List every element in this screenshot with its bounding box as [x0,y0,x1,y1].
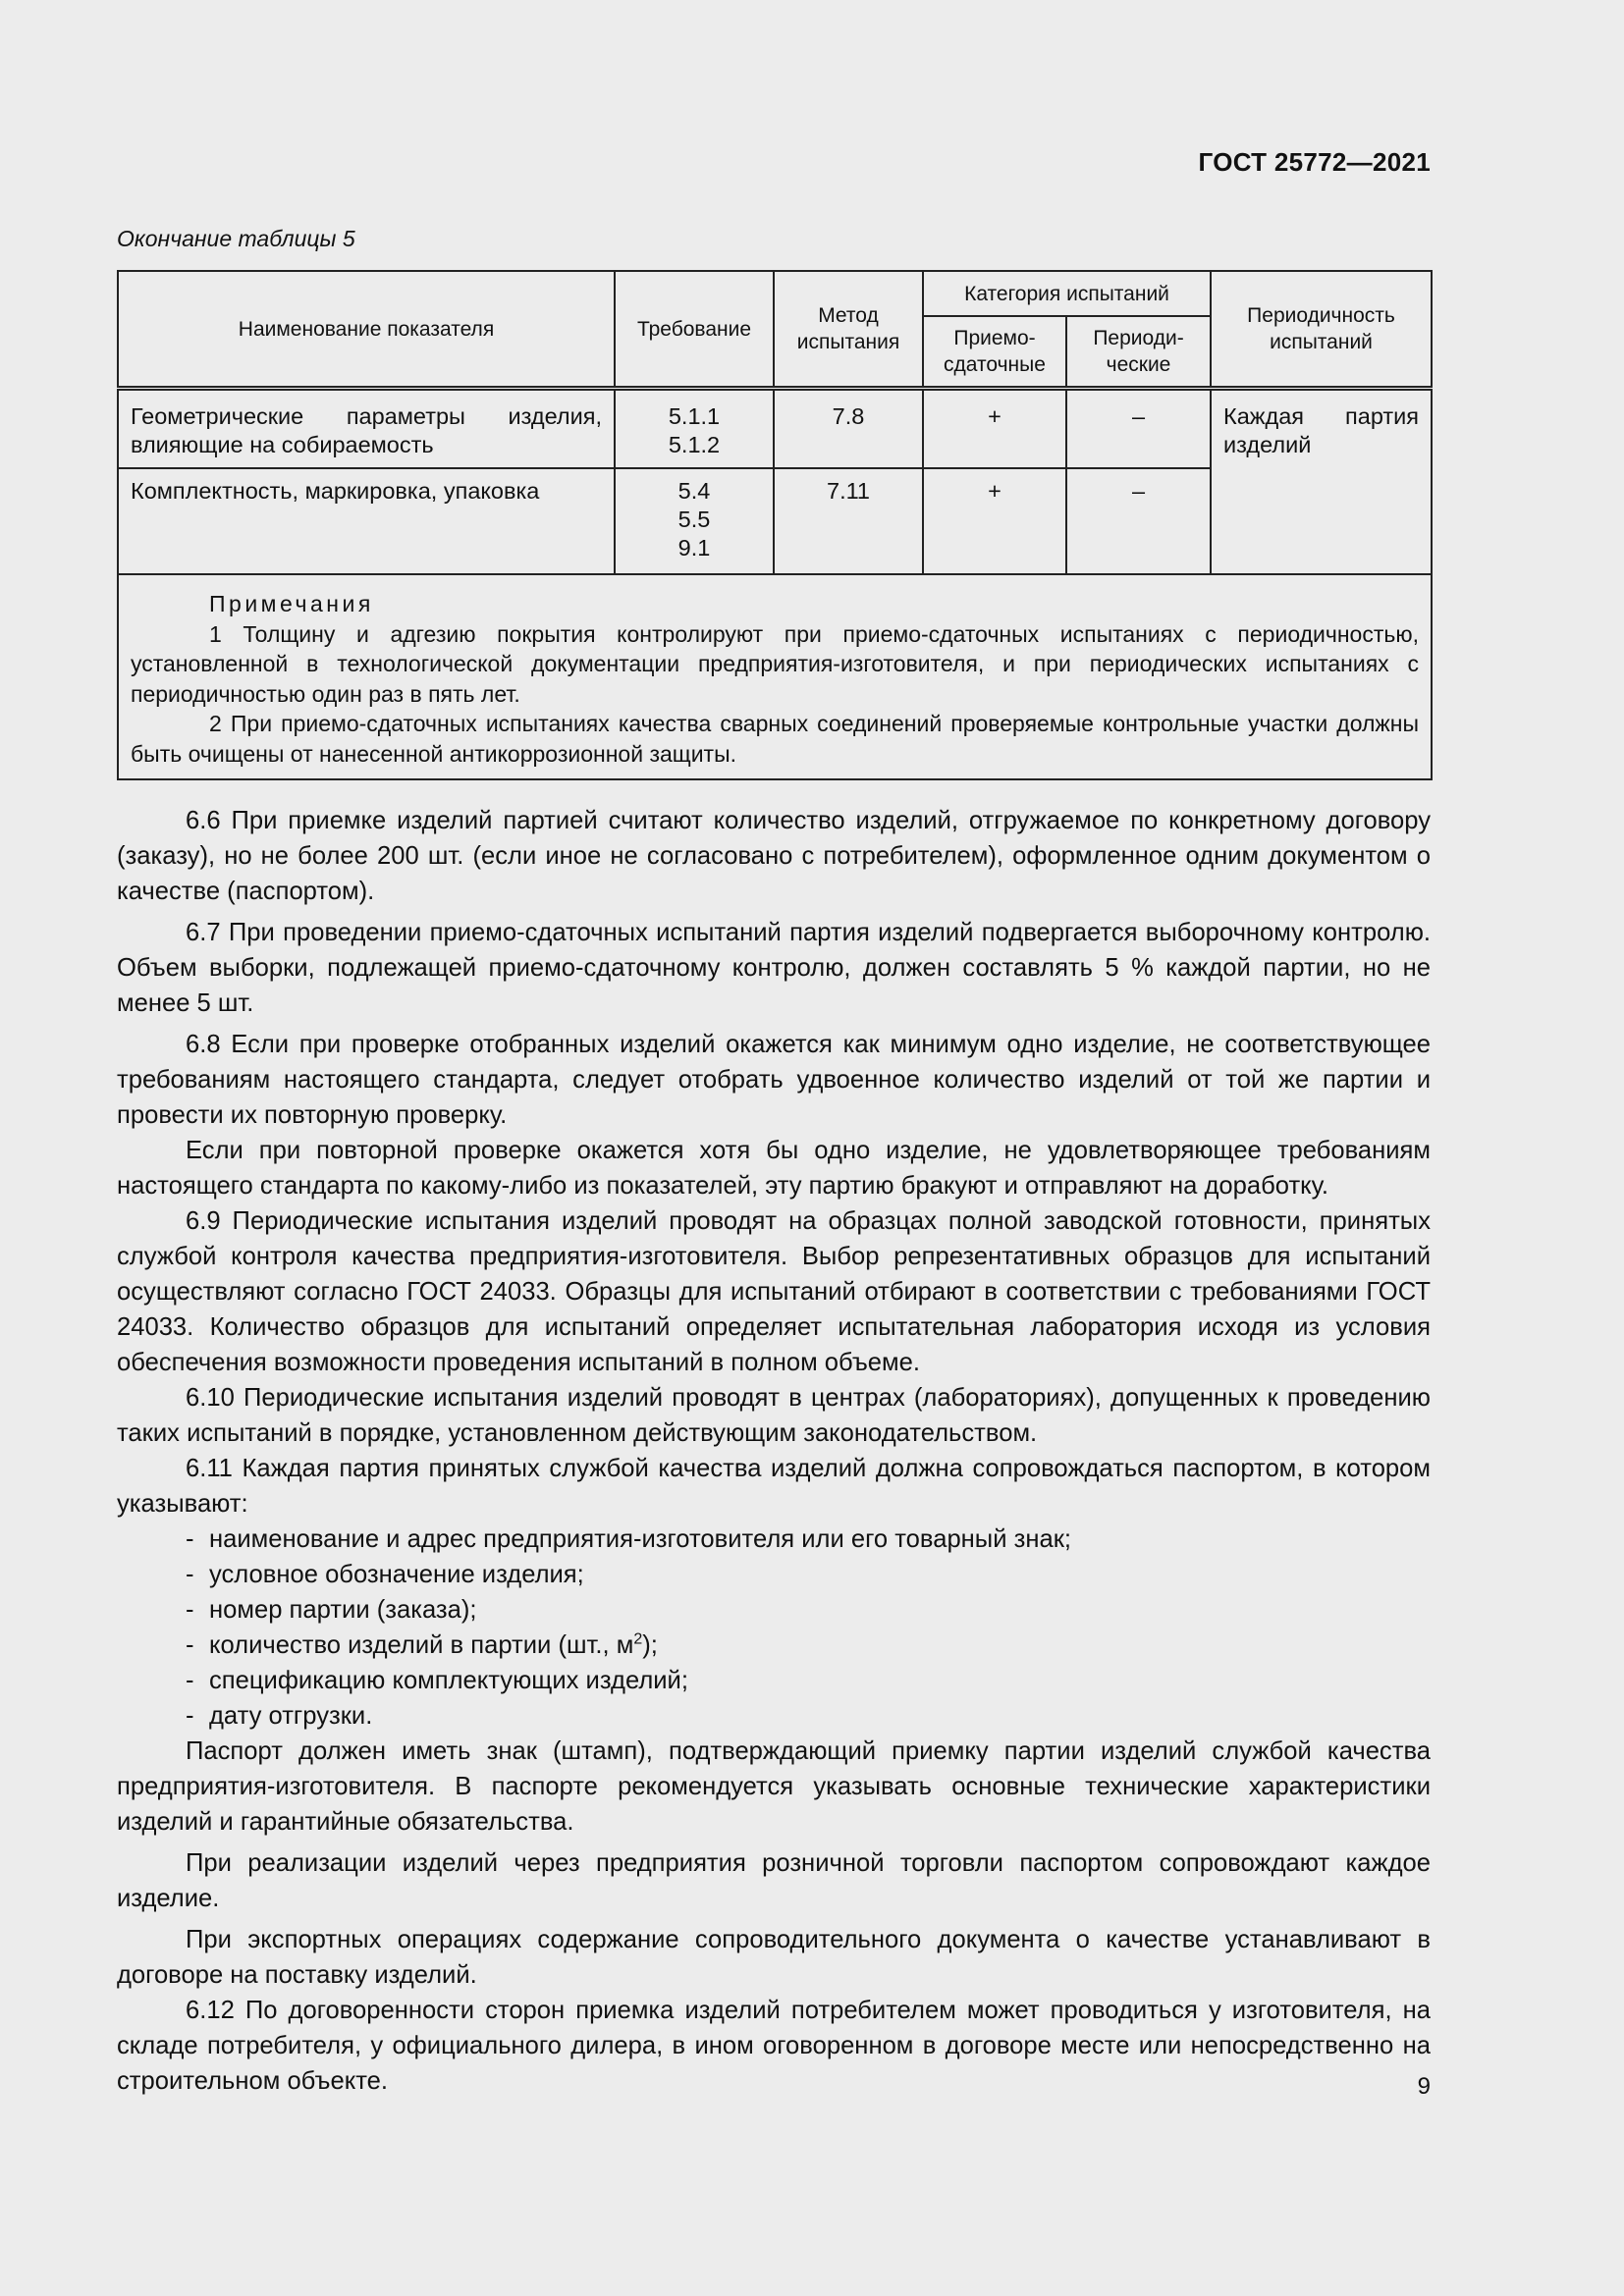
list-item: - дату отгрузки. [186,1702,373,1730]
table-5 [117,270,1433,780]
cell-frequency: Каждая партия изделий [1211,389,1432,575]
paragraph-6-7: 6.7 При проведении приемо-сдаточных испытаний партия изделий подвергается выборочному контролю. Объем выборки, подлежащей приемо-сдаточному контролю, должен составлять 5 % каждой партии, но не менее 5 шт. [117,919,1431,1017]
cell-acceptance: + [923,468,1066,574]
list-item: - количество изделий в партии (шт., $м^2$); [186,1630,658,1659]
cell-periodic: – [1066,389,1211,469]
notes-title: Примечания [209,591,374,616]
requirement-ref: 9.1 [677,535,711,561]
header-periodic: Периоди-ческие [1066,316,1211,389]
requirement-ref: 5.1.1 [668,403,721,429]
header-category: Категория испытаний [923,271,1211,316]
cell-method: 7.8 [774,389,923,469]
note-item: 2 При приемо-сдаточных испытаниях качества сварных соединений проверяемые контрольные участки должны быть очищены от нанесенной антикоррозионной защиты. [131,711,1420,767]
requirement-ref: 5.1.2 [668,432,721,457]
note-item: 1 Толщину и адгезию покрытия контролируют при приемо-сдаточных испытаниях с периодичностью, установленной в технологической документации предприятия-изготовителя, и при периодических испытаниях с периодичностью один раз в пять лет. [131,620,1420,707]
paragraph-passport: Паспорт должен иметь знак (штамп), подтверждающий приемку партии изделий службой качества предприятия-изготовителя. В паспорте рекомендуется указывать основные технические характеристики изделий и гарантийные обязательства. [117,1737,1431,1836]
paragraph-6-8-continued: Если при повторной проверке окажется хотя бы одно изделие, не удовлетворяющее требованиям настоящего стандарта по какому-либо из показателей, эту партию бракуют и отправляют на доработку. [117,1137,1431,1200]
page-number: 9 [1417,2073,1431,2100]
list-item: - номер партии (заказа); [186,1596,477,1624]
paragraph-export: При экспортных операциях содержание сопроводительного документа о качестве устанавливают в договоре на поставку изделий. [117,1926,1431,1989]
paragraph-6-12: 6.12 По договоренности сторон приемка изделий потребителем может проводиться у изготовителя, на складе потребителя, у официального дилера, в ином оговоренном в договоре месте или непосредственно на строительном объекте. [117,1997,1431,2095]
paragraph-retail: При реализации изделий через предприятия розничной торговли паспортом сопровождают каждое изделие. [117,1849,1431,1912]
cell-requirement [615,468,774,574]
cell-name: Геометрические параметры изделия, влияющие на собираемость [118,389,615,469]
document-number: ГОСТ 25772—2021 [1198,147,1431,177]
document-body [117,803,1431,2099]
table-row [118,389,1432,469]
paragraph-6-11: 6.11 Каждая партия принятых службой качества изделий должна сопровождаться паспортом, в котором указывают: [117,1455,1431,1518]
header-acceptance: Приемо-сдаточные [923,316,1066,389]
cell-acceptance: + [923,389,1066,469]
paragraph-6-8: 6.8 Если при проверке отобранных изделий окажется как минимум одно изделие, не соответствующее требованиям настоящего стандарта, следует отобрать удвоенное количество изделий от той же партии и провести их повторную проверку. [117,1031,1431,1129]
requirement-ref: 5.4 [677,478,711,504]
table-notes [118,574,1432,779]
requirement-ref: 5.5 [677,507,711,532]
cell-requirement [615,389,774,469]
list-item: - наименование и адрес предприятия-изготовителя или его товарный знак; [186,1525,1072,1553]
paragraph-6-6: 6.6 При приемке изделий партией считают количество изделий, отгружаемое по конкретному договору (заказу), но не более 200 шт. (если иное не согласовано с потребителем), оформленное одним документом о качестве (паспортом). [117,807,1431,905]
header-frequency: Периодичность испытаний [1211,271,1432,389]
cell-method: 7.11 [774,468,923,574]
cell-periodic: – [1066,468,1211,574]
cell-name: Комплектность, маркировка, упаковка [118,468,615,574]
list-item: - условное обозначение изделия; [186,1561,584,1588]
paragraph-6-10: 6.10 Периодические испытания изделий проводят в центрах (лабораториях), допущенных к проведению таких испытаний в порядке, установленном действующим законодательством. [117,1384,1431,1447]
paragraph-6-9: 6.9 Периодические испытания изделий проводят на образцах полной заводской готовности, принятых службой контроля качества предприятия-изготовителя. Выбор репрезентативных образцов для испытаний осуществляют согласно ГОСТ 24033. Образцы для испытаний отбирают в соответствии с требованиями ГОСТ 24033. Количество образцов для испытаний определяет испытательная лаборатория исходя из условия обеспечения возможности проведения испытаний в полном объеме. [117,1207,1431,1376]
header-method: Метод испытания [774,271,923,389]
header-requirement: Требование [615,271,774,389]
header-name: Наименование показателя [118,271,615,389]
table-caption: Окончание таблицы 5 [117,226,355,251]
list-item: - спецификацию комплектующих изделий; [186,1667,688,1694]
